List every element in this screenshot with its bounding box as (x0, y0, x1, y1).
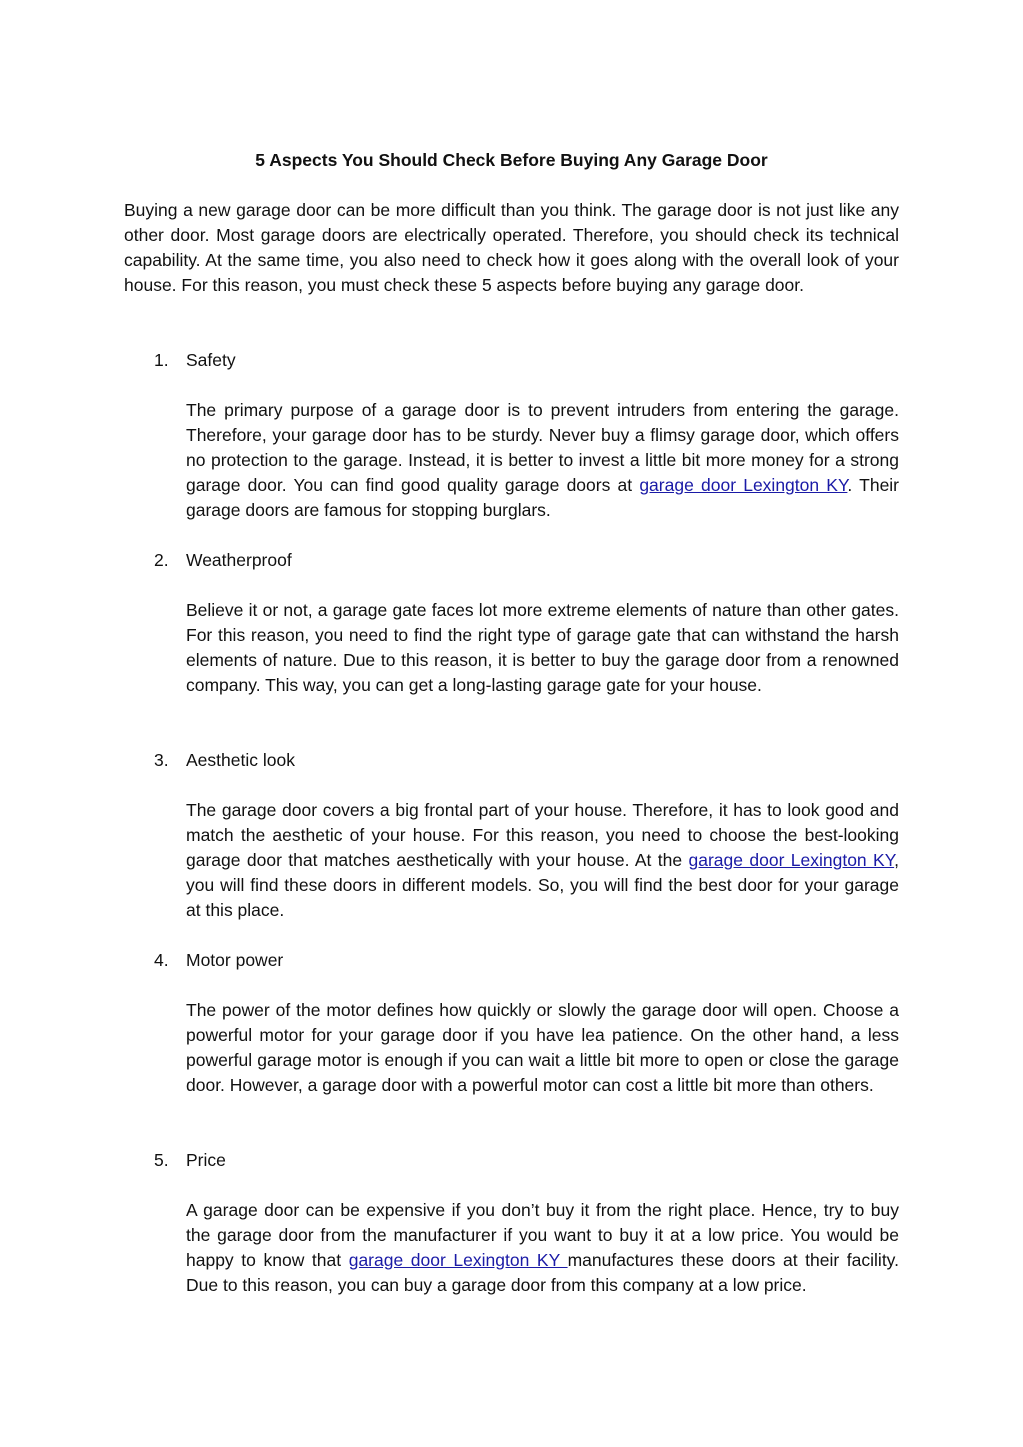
list-item-title: Price (186, 1150, 226, 1170)
list-item-title: Safety (186, 350, 236, 370)
body-text: , you will find these doors in different models. So, you will find the best door for your garage at this place. (186, 850, 899, 920)
list-item-heading-safety (154, 348, 236, 373)
list-item-title: Weatherproof (186, 550, 292, 570)
list-item-number: 3. (154, 750, 169, 770)
list-item-number: 5. (154, 1150, 169, 1170)
body-text: A garage door can be expensive if you don’t buy it from the right place. Hence, try to buy the garage door from the manufacturer if you want to buy it at a low price. You would be happy to know that (186, 1200, 899, 1270)
garage-door-lexington-link[interactable]: garage door Lexington KY (688, 850, 895, 870)
list-item-body-weatherproof: Believe it or not, a garage gate faces lot more extreme elements of nature than other gates. For this reason, you need to find the right type of garage gate that can withstand the harsh elements of nature. Due to this reason, it is better to buy the garage door from a renowned company. This way, you can get a long-lasting garage gate for your house. (186, 600, 899, 695)
list-item-heading-aesthetic-look (154, 748, 295, 773)
list-item-body-aesthetic-look (186, 798, 899, 923)
garage-door-lexington-link[interactable]: garage door Lexington KY (348, 1250, 568, 1270)
document-title: 5 Aspects You Should Check Before Buying Any Garage Door (255, 150, 768, 170)
list-item-title: Aesthetic look (186, 750, 295, 770)
list-item-heading-weatherproof (154, 548, 292, 573)
list-item-title: Motor power (186, 950, 284, 970)
body-text: The primary purpose of a garage door is to prevent intruders from entering the garage. Therefore, your garage door has to be sturdy. Never buy a flimsy garage door, which offers no protection to the garage. Instead, it is better to invest a little bit more money for a strong garage door. You can find good quality garage doors at (186, 400, 899, 495)
list-item-body-price (186, 1198, 899, 1298)
list-item-number: 2. (154, 550, 169, 570)
list-item-number: 1. (154, 350, 169, 370)
intro-paragraph: Buying a new garage door can be more difficult than you think. The garage door is not just like any other door. Most garage doors are electrically operated. Therefore, you should check its technical capability. At the same time, you also need to check how it goes along with the overall look of your house. For this reason, you must check these 5 aspects before buying any garage door. (124, 200, 899, 295)
list-item-body-safety (186, 398, 899, 523)
garage-door-lexington-link[interactable]: garage door Lexington KY (639, 475, 848, 495)
list-item-number: 4. (154, 950, 169, 970)
body-text: . Their garage doors are famous for stopping burglars. (186, 475, 900, 520)
body-text: The garage door covers a big frontal part of your house. Therefore, it has to look good and match the aesthetic of your house. For this reason, you need to choose the best-looking garage door that matches aesthetically with your house. At the (186, 800, 899, 870)
list-item-heading-motor-power (154, 948, 283, 973)
list-item-body-motor-power: The power of the motor defines how quickly or slowly the garage door will open. Choose a powerful motor for your garage door if you have lea patience. On the other hand, a less powerful garage motor is enough if you can wait a little bit more to open or close the garage door. However, a garage door with a powerful motor can cost a little bit more than others. (186, 1000, 899, 1095)
body-text: manufactures these doors at their facility. Due to this reason, you can buy a garage door from this company at a low price. (186, 1250, 899, 1295)
list-item-heading-price (154, 1148, 226, 1173)
